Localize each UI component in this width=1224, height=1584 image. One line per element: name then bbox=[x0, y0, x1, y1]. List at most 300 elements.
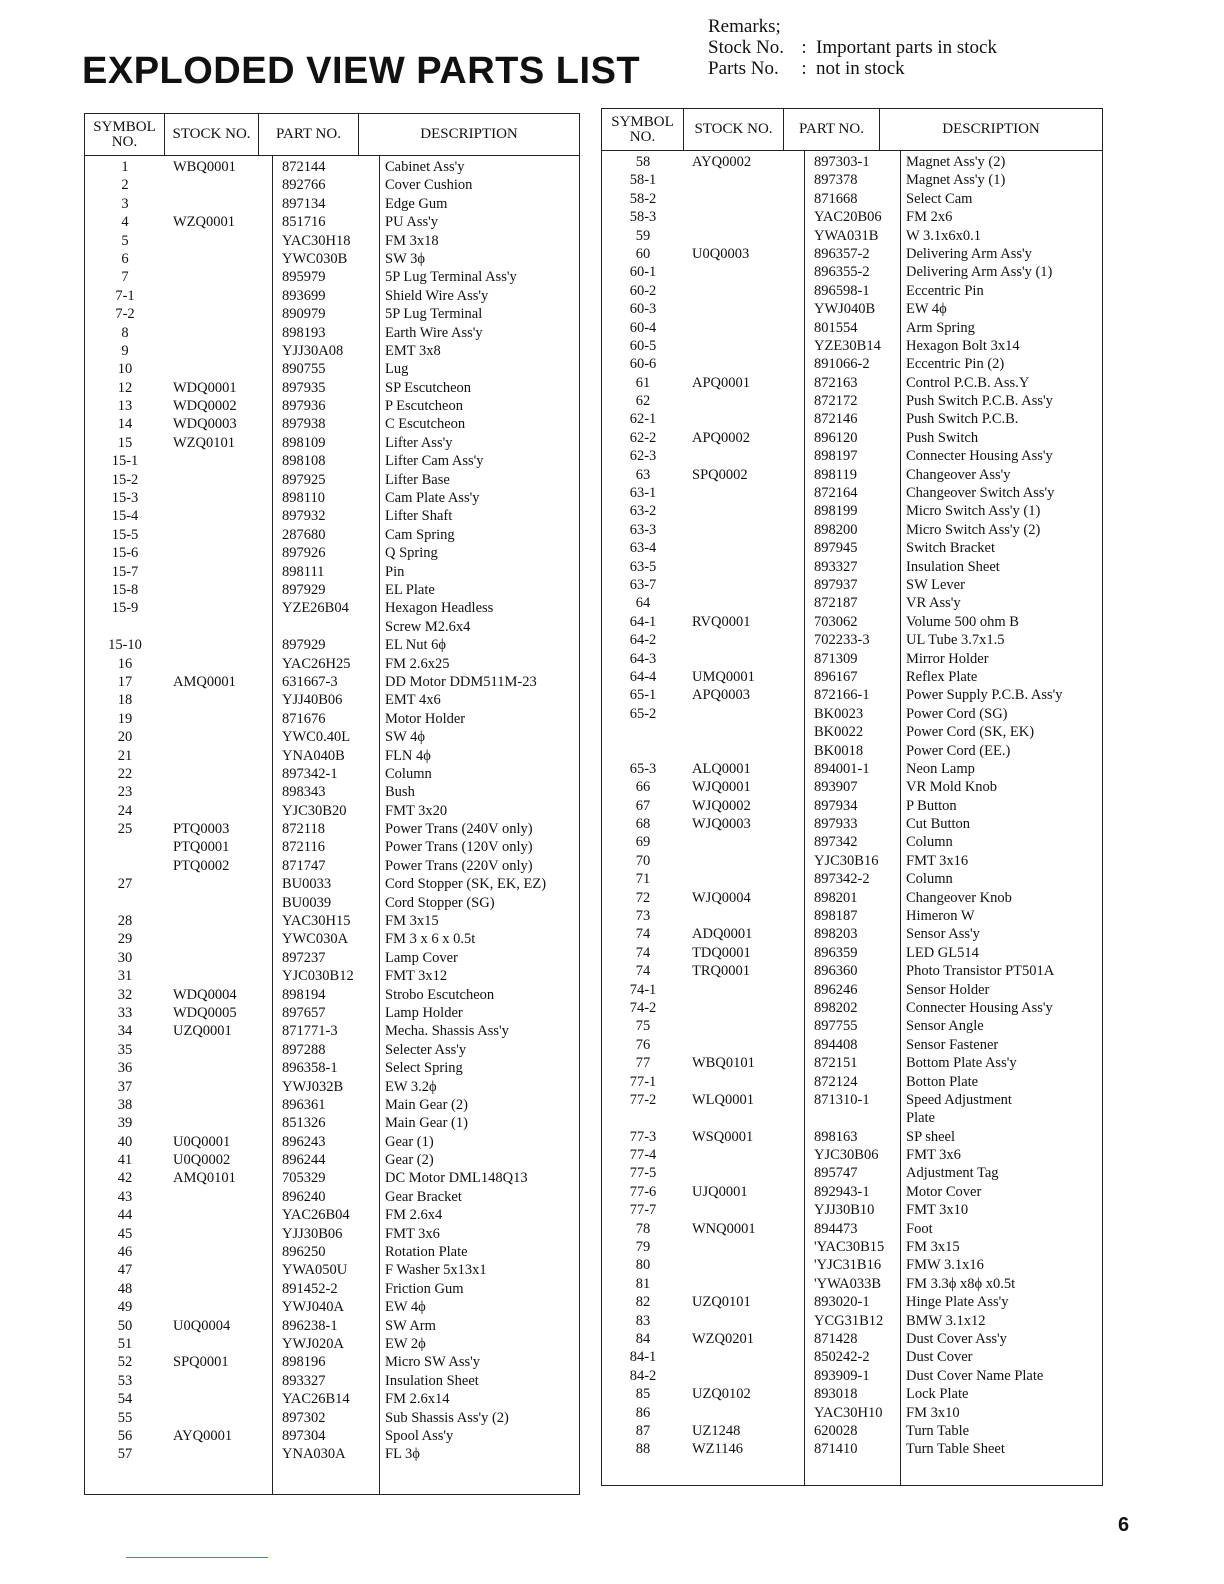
cell-part: 897933 bbox=[814, 816, 858, 833]
cell-part: BK0018 bbox=[814, 742, 864, 759]
cell-part: 897755 bbox=[814, 1018, 858, 1035]
cell-stock bbox=[684, 447, 804, 465]
cell-stock bbox=[684, 319, 804, 337]
cell-stock bbox=[165, 1078, 272, 1096]
cell-part: 896355-2 bbox=[814, 264, 870, 281]
cell-description: FMT 3x12 bbox=[385, 968, 448, 985]
table-row bbox=[85, 857, 579, 875]
table-header bbox=[602, 109, 1102, 151]
cell-symbol: 62-2 bbox=[629, 429, 657, 446]
cell-stock bbox=[684, 502, 804, 520]
table-row bbox=[602, 1220, 1102, 1238]
cell-stock bbox=[165, 1059, 272, 1077]
table-row bbox=[602, 889, 1102, 907]
cell-description: Select Spring bbox=[385, 1060, 463, 1077]
cell-symbol: 15-2 bbox=[111, 471, 139, 488]
cell-part: 898199 bbox=[814, 503, 858, 520]
cell-description: Power Cord (EE.) bbox=[906, 742, 1011, 759]
cell-stock bbox=[684, 650, 804, 668]
table-row bbox=[602, 907, 1102, 925]
cell-stock: ALQ0001 bbox=[692, 760, 751, 777]
cell-description: Reflex Plate bbox=[906, 668, 978, 685]
cell-stock bbox=[165, 507, 272, 525]
table-row bbox=[602, 502, 1102, 520]
cell-description: Cam Plate Ass'y bbox=[385, 490, 480, 507]
table-row bbox=[602, 1404, 1102, 1422]
cell-symbol bbox=[85, 838, 165, 856]
cell-stock: UMQ0001 bbox=[692, 668, 755, 685]
cell-stock bbox=[165, 875, 272, 893]
cell-description: Neon Lamp bbox=[906, 760, 975, 777]
cell-description: FM 2.6x25 bbox=[385, 655, 450, 672]
cell-stock: PTQ0002 bbox=[173, 857, 230, 874]
cell-part: YJJ40B06 bbox=[282, 692, 343, 709]
cell-part: 898203 bbox=[814, 926, 858, 943]
cell-stock bbox=[684, 337, 804, 355]
cell-part: 871747 bbox=[282, 857, 326, 874]
cell-stock bbox=[165, 1409, 272, 1427]
cell-symbol: 4 bbox=[121, 214, 129, 231]
table-row bbox=[602, 631, 1102, 649]
cell-description: P Button bbox=[906, 797, 957, 814]
cell-description: Lifter Shaft bbox=[385, 508, 453, 525]
cell-stock: WZQ0101 bbox=[173, 434, 236, 451]
cell-part: 897937 bbox=[814, 576, 858, 593]
cell-stock bbox=[165, 1390, 272, 1408]
cell-part: 897134 bbox=[282, 195, 326, 212]
cell-part: 897303-1 bbox=[814, 154, 870, 170]
cell-stock bbox=[684, 521, 804, 539]
cell-symbol: 31 bbox=[117, 968, 133, 985]
cell-description: DD Motor DDM511M-23 bbox=[385, 673, 537, 690]
cell-stock: TDQ0001 bbox=[692, 944, 751, 961]
cell-symbol: 65-2 bbox=[629, 705, 657, 722]
cell-description: Column bbox=[906, 834, 953, 851]
cell-symbol: 77-1 bbox=[629, 1073, 657, 1090]
cell-symbol: 65-1 bbox=[629, 687, 657, 704]
cell-part: 898201 bbox=[814, 889, 858, 906]
cell-symbol: 36 bbox=[117, 1060, 133, 1077]
cell-stock: UJQ0001 bbox=[692, 1183, 748, 1200]
table-row bbox=[602, 742, 1102, 760]
cell-description: 5P Lug Terminal bbox=[385, 306, 483, 323]
table-row bbox=[602, 852, 1102, 870]
cell-description: Cord Stopper (SK, EK, EZ) bbox=[385, 876, 547, 893]
cell-description: Insulation Sheet bbox=[385, 1372, 479, 1389]
cell-part: YWC0.40L bbox=[282, 729, 351, 746]
table-row bbox=[602, 1164, 1102, 1182]
cell-symbol: 22 bbox=[117, 765, 133, 782]
cell-part: 896357-2 bbox=[814, 245, 870, 262]
cell-description: EL Plate bbox=[385, 581, 435, 598]
cell-part: 898343 bbox=[282, 784, 326, 801]
table-body bbox=[602, 150, 1102, 1485]
cell-description: EL Nut 6ϕ bbox=[385, 637, 447, 654]
table-row bbox=[85, 599, 579, 617]
cell-symbol: 49 bbox=[117, 1299, 133, 1316]
table-row bbox=[85, 1317, 579, 1335]
cell-description: FM 2.6x14 bbox=[385, 1391, 450, 1408]
cell-symbol: 34 bbox=[117, 1023, 133, 1040]
table-row bbox=[85, 1041, 579, 1059]
cell-symbol: 19 bbox=[117, 710, 133, 727]
cell-description: Bottom Plate Ass'y bbox=[906, 1055, 1017, 1072]
cell-part: 872187 bbox=[814, 595, 858, 612]
cell-symbol: 52 bbox=[117, 1354, 133, 1371]
cell-description: Gear Bracket bbox=[385, 1188, 462, 1205]
cell-symbol: 9 bbox=[121, 342, 129, 359]
table-row bbox=[602, 1146, 1102, 1164]
cell-stock: APQ0003 bbox=[692, 687, 751, 704]
table-row bbox=[602, 1091, 1102, 1109]
cell-part: 897929 bbox=[282, 581, 326, 598]
cell-part: YWA050U bbox=[282, 1262, 348, 1279]
cell-symbol: 73 bbox=[635, 908, 651, 925]
cell-symbol: 85 bbox=[635, 1386, 651, 1403]
cell-symbol: 15-10 bbox=[108, 637, 142, 654]
cell-symbol: 3 bbox=[121, 195, 129, 212]
cell-part: 898202 bbox=[814, 999, 858, 1016]
cell-symbol: 15 bbox=[117, 434, 133, 451]
cell-stock bbox=[165, 544, 272, 562]
cell-description: Screw M2.6x4 bbox=[385, 618, 471, 635]
cell-description: FM 3 x 6 x 0.5t bbox=[385, 931, 476, 948]
cell-stock bbox=[684, 1348, 804, 1366]
cell-symbol: 64-2 bbox=[629, 632, 657, 649]
cell-description: Bush bbox=[385, 784, 415, 801]
cell-stock bbox=[165, 287, 272, 305]
cell-symbol: 57 bbox=[117, 1446, 133, 1463]
cell-part: 872116 bbox=[282, 839, 325, 856]
remarks-row bbox=[708, 37, 997, 58]
cell-description: Micro Switch Ass'y (1) bbox=[906, 503, 1041, 520]
cell-part: YJC30B16 bbox=[814, 852, 879, 869]
cell-part: 872164 bbox=[814, 485, 858, 502]
cell-part: 894001-1 bbox=[814, 760, 870, 777]
cell-description: Control P.C.B. Ass.Y bbox=[906, 374, 1030, 391]
cell-symbol: 15-1 bbox=[111, 453, 139, 470]
cell-symbol: 87 bbox=[635, 1422, 651, 1439]
cell-description: Main Gear (2) bbox=[385, 1096, 468, 1113]
table-row bbox=[602, 1201, 1102, 1219]
cell-description: EMT 3x8 bbox=[385, 342, 441, 359]
table-row bbox=[602, 1293, 1102, 1311]
cell-stock bbox=[684, 1201, 804, 1219]
cell-stock: WDQ0004 bbox=[173, 986, 237, 1003]
table-row bbox=[85, 1114, 579, 1132]
cell-description: Shield Wire Ass'y bbox=[385, 287, 489, 304]
cell-stock bbox=[684, 852, 804, 870]
table-row bbox=[602, 1073, 1102, 1091]
cell-stock bbox=[165, 1225, 272, 1243]
cell-stock bbox=[684, 282, 804, 300]
cell-description: Changeover Switch Ass'y bbox=[906, 485, 1055, 502]
cell-part: 850242-2 bbox=[814, 1349, 870, 1366]
cell-part: 897929 bbox=[282, 637, 326, 654]
cell-description: EW 2ϕ bbox=[385, 1336, 426, 1352]
cell-stock bbox=[684, 576, 804, 594]
table-row bbox=[602, 723, 1102, 741]
cell-stock bbox=[684, 594, 804, 612]
cell-part: 893018 bbox=[814, 1386, 858, 1403]
cell-symbol: 46 bbox=[117, 1244, 133, 1261]
cell-description: Motor Holder bbox=[385, 710, 466, 727]
cell-stock: AMQ0001 bbox=[173, 673, 236, 690]
cell-stock: SPQ0002 bbox=[692, 466, 748, 483]
cell-part: 898109 bbox=[282, 434, 326, 451]
cell-stock bbox=[165, 1243, 272, 1261]
cell-stock bbox=[165, 1206, 272, 1224]
cell-description: Strobo Escutcheon bbox=[385, 986, 495, 1003]
header-part: PART NO. bbox=[259, 114, 359, 155]
cell-description: BMW 3.1x12 bbox=[906, 1312, 986, 1329]
table-row bbox=[85, 415, 579, 433]
cell-part: YJJ30B10 bbox=[814, 1202, 875, 1219]
cell-stock bbox=[684, 355, 804, 373]
cell-part: YAC30H10 bbox=[814, 1404, 883, 1421]
cell-description: EMT 4x6 bbox=[385, 692, 441, 709]
cell-description: Lifter Cam Ass'y bbox=[385, 453, 484, 470]
cell-part: 893327 bbox=[814, 558, 858, 575]
table-row bbox=[602, 227, 1102, 245]
table-row bbox=[85, 581, 579, 599]
cell-symbol bbox=[602, 1109, 684, 1127]
cell-part: 898108 bbox=[282, 453, 326, 470]
cell-part: 893909-1 bbox=[814, 1367, 870, 1384]
cell-description: Hexagon Bolt 3x14 bbox=[906, 337, 1020, 354]
cell-description: DC Motor DML148Q13 bbox=[385, 1170, 528, 1187]
table-rows bbox=[85, 158, 579, 1464]
cell-symbol: 81 bbox=[635, 1275, 651, 1292]
header-symbol: SYMBOL NO. bbox=[602, 109, 684, 150]
cell-description: Push Switch P.C.B. bbox=[906, 411, 1019, 428]
cell-part: 851326 bbox=[282, 1115, 326, 1132]
table-row bbox=[85, 287, 579, 305]
remarks-block bbox=[708, 16, 997, 79]
cell-part: 894408 bbox=[814, 1036, 858, 1053]
cell-description: Power Trans (120V only) bbox=[385, 839, 533, 856]
table-row bbox=[602, 263, 1102, 281]
cell-symbol: 25 bbox=[117, 821, 133, 838]
cell-stock bbox=[165, 1114, 272, 1132]
table-row bbox=[85, 1390, 579, 1408]
cell-description: Hexagon Headless bbox=[385, 600, 494, 617]
cell-symbol: 30 bbox=[117, 949, 133, 966]
cell-description: Micro Switch Ass'y (2) bbox=[906, 521, 1041, 538]
cell-description: Selecter Ass'y bbox=[385, 1041, 467, 1058]
table-row bbox=[85, 195, 579, 213]
cell-description: Column bbox=[385, 765, 432, 782]
header-description: DESCRIPTION bbox=[420, 126, 518, 142]
cell-description: Gear (1) bbox=[385, 1133, 434, 1150]
cell-part: 897342 bbox=[814, 834, 858, 851]
table-row bbox=[602, 1183, 1102, 1201]
cell-stock bbox=[165, 930, 272, 948]
cell-description: Cord Stopper (SG) bbox=[385, 894, 495, 911]
cell-description: Lifter Base bbox=[385, 471, 450, 488]
cell-part: YZE30B14 bbox=[814, 337, 881, 354]
cell-stock: WDQ0003 bbox=[173, 416, 237, 433]
cell-symbol: 70 bbox=[635, 852, 651, 869]
cell-symbol: 63-7 bbox=[629, 576, 657, 593]
parts-table-left bbox=[84, 113, 580, 1495]
table-row bbox=[85, 747, 579, 765]
cell-stock bbox=[684, 631, 804, 649]
table-row bbox=[85, 379, 579, 397]
cell-stock bbox=[165, 305, 272, 323]
cell-stock bbox=[165, 599, 272, 617]
remarks-key: Parts No. bbox=[708, 58, 779, 79]
table-row bbox=[85, 1261, 579, 1279]
cell-part: 'YJC31B16 bbox=[814, 1257, 882, 1274]
cell-description: Lamp Cover bbox=[385, 949, 458, 966]
table-row bbox=[85, 563, 579, 581]
cell-stock bbox=[684, 171, 804, 189]
cell-description: FMT 3x6 bbox=[385, 1225, 440, 1242]
cell-part: 896360 bbox=[814, 963, 858, 980]
cell-description: EW 4ϕ bbox=[906, 301, 947, 318]
cell-stock bbox=[165, 1298, 272, 1316]
cell-description: Dust Cover Ass'y bbox=[906, 1331, 1007, 1347]
cell-symbol: 77-4 bbox=[629, 1147, 657, 1164]
cell-stock bbox=[165, 747, 272, 765]
cell-stock bbox=[165, 802, 272, 820]
cell-symbol: 28 bbox=[117, 913, 133, 930]
table-row bbox=[602, 613, 1102, 631]
cell-part: 896359 bbox=[814, 944, 858, 961]
table-row bbox=[85, 710, 579, 728]
cell-description: Himeron W bbox=[906, 908, 975, 925]
cell-part: 896244 bbox=[282, 1152, 326, 1169]
header-stock: STOCK NO. bbox=[165, 114, 259, 155]
cell-part: 896240 bbox=[282, 1188, 326, 1205]
cell-part: 287680 bbox=[282, 526, 326, 543]
cell-symbol: 80 bbox=[635, 1257, 651, 1274]
table-row bbox=[85, 268, 579, 286]
cell-description: Dust Cover bbox=[906, 1349, 973, 1366]
cell-part: 897378 bbox=[814, 172, 858, 189]
table-row bbox=[85, 949, 579, 967]
table-row bbox=[85, 875, 579, 893]
cell-symbol: 77-7 bbox=[629, 1202, 657, 1219]
cell-stock: UZ1248 bbox=[692, 1422, 741, 1439]
cell-stock bbox=[165, 728, 272, 746]
cell-part: 896361 bbox=[282, 1096, 326, 1113]
cell-part: 898119 bbox=[814, 466, 857, 483]
cell-symbol: 5 bbox=[121, 232, 129, 249]
cell-description: Power Cord (SK, EK) bbox=[906, 724, 1035, 741]
cell-symbol: 68 bbox=[635, 816, 651, 833]
cell-description: Photo Transistor PT501A bbox=[906, 963, 1055, 980]
table-row bbox=[602, 981, 1102, 999]
cell-part: YNA040B bbox=[282, 747, 345, 764]
cell-description: FM 3x15 bbox=[385, 913, 439, 930]
cell-part: 894473 bbox=[814, 1220, 858, 1237]
cell-part bbox=[804, 1109, 900, 1127]
table-row bbox=[85, 526, 579, 544]
cell-stock: ADQ0001 bbox=[692, 926, 753, 943]
cell-description: PU Ass'y bbox=[385, 214, 438, 231]
table-rows bbox=[602, 153, 1102, 1459]
cell-symbol: 77-5 bbox=[629, 1165, 657, 1182]
cell-part: 895979 bbox=[282, 269, 326, 286]
table-row bbox=[85, 158, 579, 176]
cell-description: Friction Gum bbox=[385, 1280, 464, 1297]
table-row bbox=[602, 337, 1102, 355]
cell-symbol: 39 bbox=[117, 1115, 133, 1132]
cell-description: Power Trans (220V only) bbox=[385, 857, 533, 874]
cell-stock: WDQ0001 bbox=[173, 379, 237, 396]
cell-symbol: 33 bbox=[117, 1004, 133, 1021]
cell-part: YWC030A bbox=[282, 931, 349, 948]
cell-part: YAC30H18 bbox=[282, 232, 351, 249]
cell-part: 872172 bbox=[814, 393, 858, 410]
cell-symbol: 29 bbox=[117, 931, 133, 948]
cell-stock bbox=[684, 1017, 804, 1035]
cell-symbol bbox=[85, 857, 165, 875]
cell-stock: WSQ0001 bbox=[692, 1128, 754, 1145]
cell-part: YAC20B06 bbox=[814, 209, 882, 226]
cell-description: Foot bbox=[906, 1220, 933, 1237]
cell-symbol: 63-1 bbox=[629, 485, 657, 502]
table-row bbox=[602, 833, 1102, 851]
cell-symbol: 15-6 bbox=[111, 545, 139, 562]
table-row bbox=[602, 944, 1102, 962]
cell-stock: WBQ0001 bbox=[173, 159, 236, 175]
table-row bbox=[85, 471, 579, 489]
cell-symbol: 60-4 bbox=[629, 319, 657, 336]
remarks-heading: Remarks; bbox=[708, 16, 781, 37]
cell-stock bbox=[165, 618, 272, 636]
cell-stock bbox=[684, 705, 804, 723]
cell-description: FMT 3x20 bbox=[385, 802, 448, 819]
cell-symbol: 64 bbox=[635, 595, 651, 612]
cell-stock bbox=[684, 833, 804, 851]
cell-description: FM 2x6 bbox=[906, 209, 953, 226]
cell-part: 897925 bbox=[282, 471, 326, 488]
cell-stock bbox=[684, 263, 804, 281]
cell-part: 892943-1 bbox=[814, 1183, 870, 1200]
table-row bbox=[602, 484, 1102, 502]
cell-description: Motor Cover bbox=[906, 1183, 982, 1200]
cell-description: Push Switch bbox=[906, 429, 979, 446]
cell-stock bbox=[165, 195, 272, 213]
cell-part: 895747 bbox=[814, 1165, 858, 1182]
cell-stock: AMQ0101 bbox=[173, 1170, 236, 1187]
cell-symbol: 21 bbox=[117, 747, 133, 764]
cell-stock bbox=[684, 1404, 804, 1422]
cell-symbol: 77 bbox=[635, 1055, 651, 1072]
cell-part: 898194 bbox=[282, 986, 326, 1003]
table-row bbox=[85, 1353, 579, 1371]
cell-description: Magnet Ass'y (2) bbox=[906, 154, 1006, 170]
cell-part: 'YWA033B bbox=[814, 1275, 882, 1292]
cell-description: Rotation Plate bbox=[385, 1244, 468, 1261]
cell-part: 871310-1 bbox=[814, 1091, 870, 1108]
cell-symbol: 32 bbox=[117, 986, 133, 1003]
cell-stock bbox=[684, 1036, 804, 1054]
cell-symbol: 24 bbox=[117, 802, 133, 819]
cell-symbol: 71 bbox=[635, 871, 651, 888]
table-row bbox=[85, 1078, 579, 1096]
cell-symbol: 7-1 bbox=[115, 287, 135, 304]
table-row bbox=[602, 760, 1102, 778]
cell-symbol: 60-6 bbox=[629, 356, 657, 373]
cell-symbol: 35 bbox=[117, 1041, 133, 1058]
cell-symbol: 78 bbox=[635, 1220, 651, 1237]
table-row bbox=[602, 558, 1102, 576]
table-row bbox=[85, 324, 579, 342]
